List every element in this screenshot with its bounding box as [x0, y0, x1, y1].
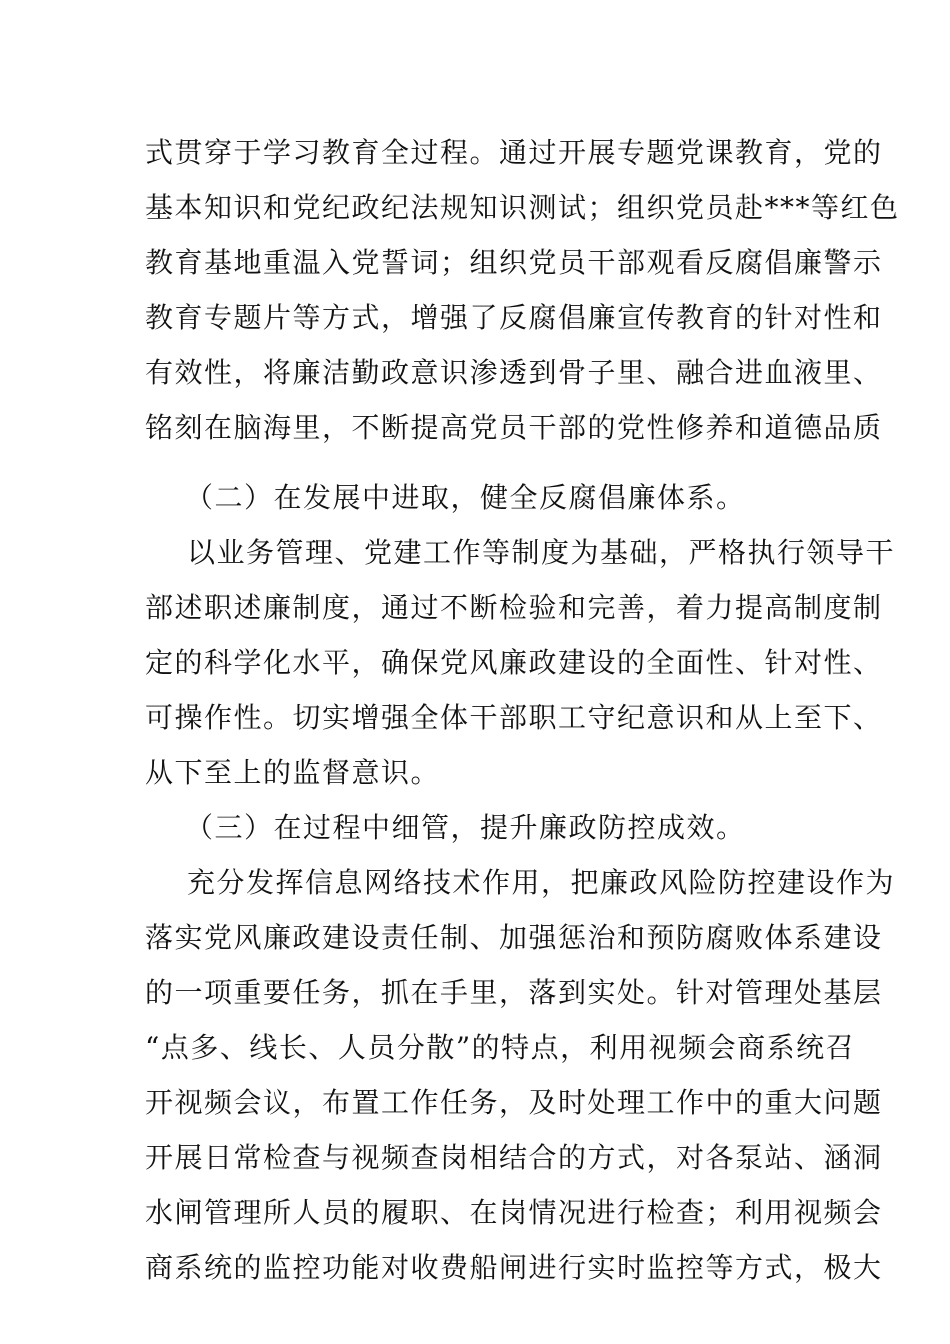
paragraph-1-line-5: 有效性，将廉洁勤政意识渗透到骨子里、融合进血液里、: [145, 356, 883, 389]
paragraph-3-line-2: 落实党风廉政建设责任制、加强惩治和预防腐败体系建设: [145, 921, 883, 954]
paragraph-1-line-4: 教育专题片等方式，增强了反腐倡廉宣传教育的针对性和: [145, 301, 883, 334]
paragraph-3-line-6: 开展日常检查与视频查岗相结合的方式，对各泵站、涵洞: [145, 1141, 883, 1174]
paragraph-3-line-7: 水闸管理所人员的履职、在岗情况进行检查；利用视频会: [145, 1196, 883, 1229]
paragraph-2-line-5: 从下至上的监督意识。: [145, 756, 441, 789]
paragraph-3-line-4: “点多、线长、人员分散”的特点，利用视频会商系统召: [145, 1031, 856, 1064]
paragraph-2-line-4: 可操作性。切实增强全体干部职工守纪意识和从上至下、: [145, 701, 883, 734]
paragraph-2-line-2: 部述职述廉制度，通过不断检验和完善，着力提高制度制: [145, 591, 883, 624]
paragraph-1-line-1: 式贯穿于学习教育全过程。通过开展专题党课教育，党的: [145, 136, 883, 169]
paragraph-2-line-1: 以业务管理、党建工作等制度为基础，严格执行领导干: [187, 536, 896, 569]
paragraph-2-line-3: 定的科学化水平，确保党风廉政建设的全面性、针对性、: [145, 646, 883, 679]
paragraph-1-line-6: 铭刻在脑海里，不断提高党员干部的党性修养和道德品质: [145, 411, 883, 444]
paragraph-3-line-8: 商系统的监控功能对收费船闸进行实时监控等方式，极大: [145, 1251, 883, 1284]
paragraph-1-line-2: 基本知识和党纪政纪法规知识测试；组织党员赴***等红色: [145, 191, 900, 224]
paragraph-3-line-1: 充分发挥信息网络技术作用，把廉政风险防控建设作为: [187, 866, 896, 899]
section-heading-2: （二）在发展中进取，健全反腐倡廉体系。: [185, 481, 746, 514]
section-heading-3: （三）在过程中细管，提升廉政防控成效。: [185, 811, 746, 844]
paragraph-3-line-5: 开视频会议，布置工作任务，及时处理工作中的重大问题: [145, 1086, 883, 1119]
paragraph-1-line-3: 教育基地重温入党誓词；组织党员干部观看反腐倡廉警示: [145, 246, 883, 279]
paragraph-3-line-3: 的一项重要任务，抓在手里，落到实处。针对管理处基层: [145, 976, 883, 1009]
